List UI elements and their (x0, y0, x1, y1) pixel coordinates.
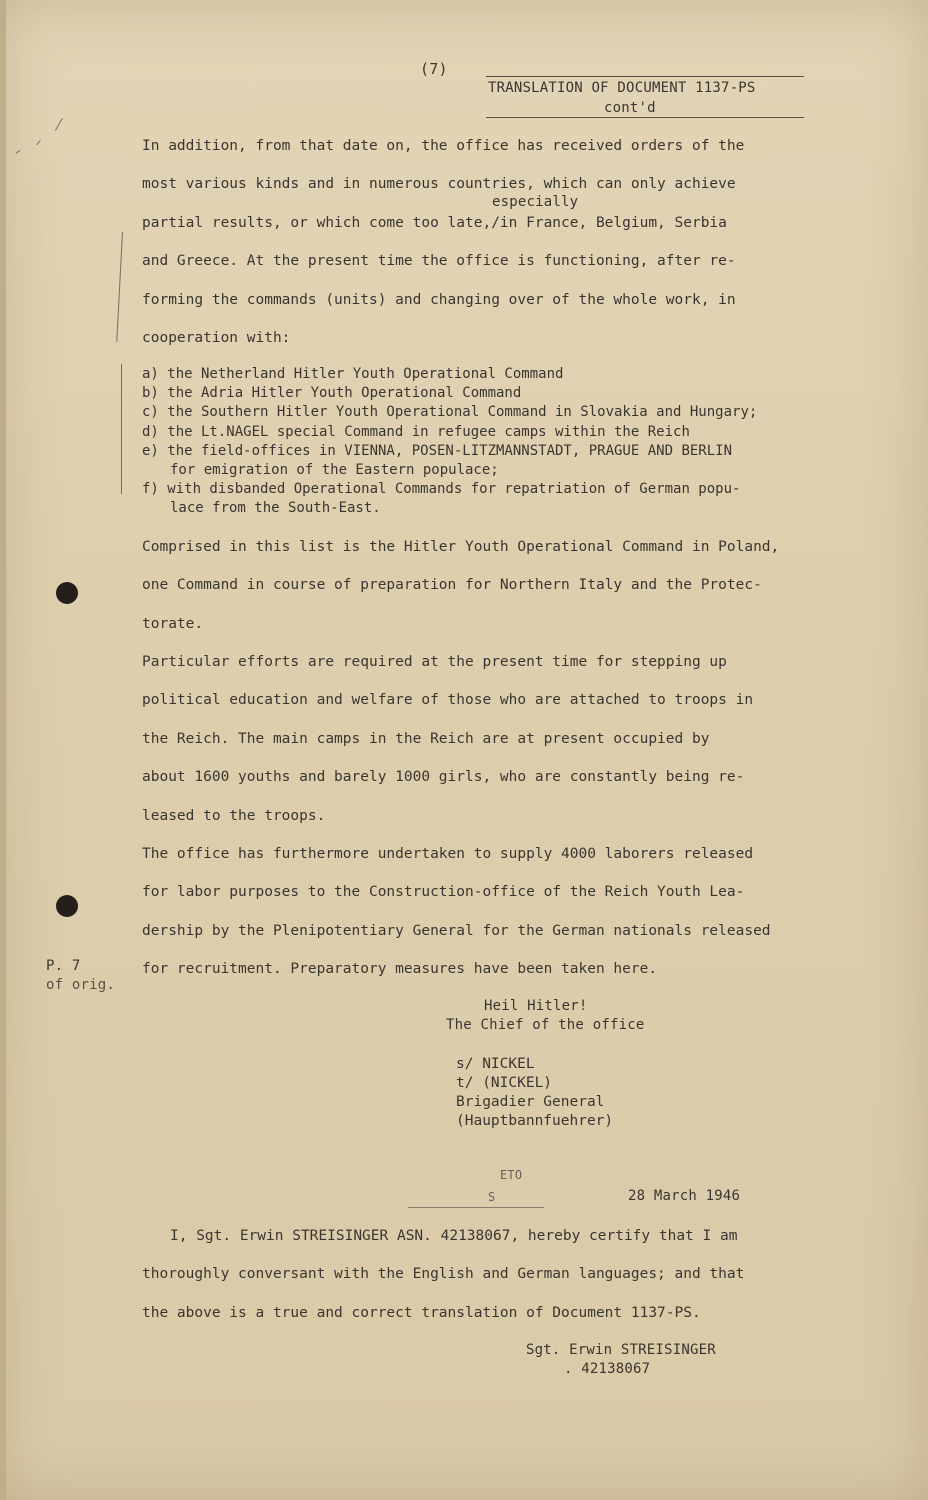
paragraph-1 (142, 127, 842, 357)
text-line: thoroughly conversant with the English and German languages; and that (142, 1266, 745, 1283)
margin-note-orig: of orig. (46, 977, 116, 993)
text-line: and Greece. At the present time the office is functioning, after re- (142, 253, 736, 270)
certifier-name: Sgt. Erwin STREISINGER (526, 1342, 716, 1358)
list-item: b) the Adria Hitler Youth Operational Command (142, 385, 522, 402)
text-line: for labor purposes to the Construction-office of the Reich Youth Lea- (142, 884, 745, 901)
command-list (142, 365, 757, 519)
text-line: Comprised in this list is the Hitler Youth Operational Command in Poland, (142, 539, 780, 555)
text-line: dership by the Plenipotentiary General for the German nationals released (142, 922, 771, 939)
text-line: for recruitment. Preparatory measures have been taken here. (142, 961, 658, 978)
punch-hole-top (56, 582, 78, 604)
paragraph-4 (142, 835, 842, 989)
typed-name: t/ (NICKEL) (456, 1075, 553, 1091)
text-line: political education and welfare of those who are attached to troops in (142, 692, 754, 709)
pencil-mark (55, 118, 63, 131)
text-line: In addition, from that date on, the office has received orders of the (142, 138, 745, 154)
text-line: partial results, or which come too late,/in France, Belgium, Serbia (142, 214, 727, 231)
rank: Brigadier General (456, 1094, 605, 1110)
contd-label: cont'd (604, 100, 656, 116)
rank-german: (Hauptbannfuehrer) (456, 1113, 614, 1129)
list-item: f) with disbanded Operational Commands for repatriation of German popu- (142, 481, 741, 498)
certification-date: 28 March 1946 (628, 1188, 741, 1204)
closing-title: The Chief of the office (446, 1017, 645, 1033)
pencil-mark (16, 150, 21, 154)
text-line: most various kinds and in numerous countries, which can only achieve (142, 176, 736, 193)
text-line: The office has furthermore undertaken to supply 4000 laborers released (142, 846, 754, 862)
list-item: a) the Netherland Hitler Youth Operational Command (142, 366, 564, 382)
text-line: the above is a true and correct translation of Document 1137-PS. (142, 1304, 701, 1321)
text-line: forming the commands (units) and changing over of the whole work, in (142, 291, 736, 308)
stamp-dotted-line (408, 1207, 544, 1208)
list-item-continuation: for emigration of the Eastern populace; (170, 461, 499, 478)
signature-block (456, 1055, 613, 1131)
paragraph-2 (142, 528, 842, 643)
closing-salutation: Heil Hitler! (484, 998, 588, 1014)
header-top-rule (486, 76, 804, 77)
list-item: c) the Southern Hitler Youth Operational Command in Slovakia and Hungary; (142, 404, 758, 421)
page-edge (0, 0, 6, 1500)
certification-text (142, 1217, 842, 1332)
text-line: leased to the troops. (142, 807, 326, 824)
text-line: cooperation with: (142, 329, 291, 346)
handwritten-insertion: especially (492, 194, 579, 210)
paragraph-3 (142, 643, 842, 835)
list-item-continuation: lace from the South-East. (170, 500, 381, 517)
list-item: d) the Lt.NAGEL special Command in refugee camps within the Reich (142, 423, 690, 440)
text-line: the Reich. The main camps in the Reich are at present occupied by (142, 730, 710, 747)
header-underline (486, 117, 804, 118)
list-bracket-line (121, 364, 122, 494)
pencil-mark (36, 140, 41, 145)
punch-hole-bottom (56, 895, 78, 917)
text-line: torate. (142, 615, 204, 632)
list-item: e) the field-offices in VIENNA, POSEN-LITZMANNSTADT, PRAGUE AND BERLIN (142, 442, 733, 459)
text-line: Particular efforts are required at the present time for stepping up (142, 654, 727, 670)
text-line: about 1600 youths and barely 1000 girls, who are constantly being re- (142, 769, 745, 786)
text-line: I, Sgt. Erwin STREISINGER ASN. 42138067, hereby certify that I am (170, 1228, 738, 1244)
margin-note-page: P. 7 (46, 958, 81, 974)
margin-bracket-line (116, 232, 123, 342)
signed-name: s/ NICKEL (456, 1056, 535, 1072)
certifier-asn: . 42138067 (564, 1361, 651, 1377)
faint-stamp-text: S (488, 1190, 496, 1204)
faint-stamp-text: ETO (500, 1168, 523, 1182)
text-line: one Command in course of preparation for Northern Italy and the Protec- (142, 577, 762, 594)
page-number: (7) (420, 60, 448, 78)
document-title: TRANSLATION OF DOCUMENT 1137-PS (488, 80, 756, 96)
